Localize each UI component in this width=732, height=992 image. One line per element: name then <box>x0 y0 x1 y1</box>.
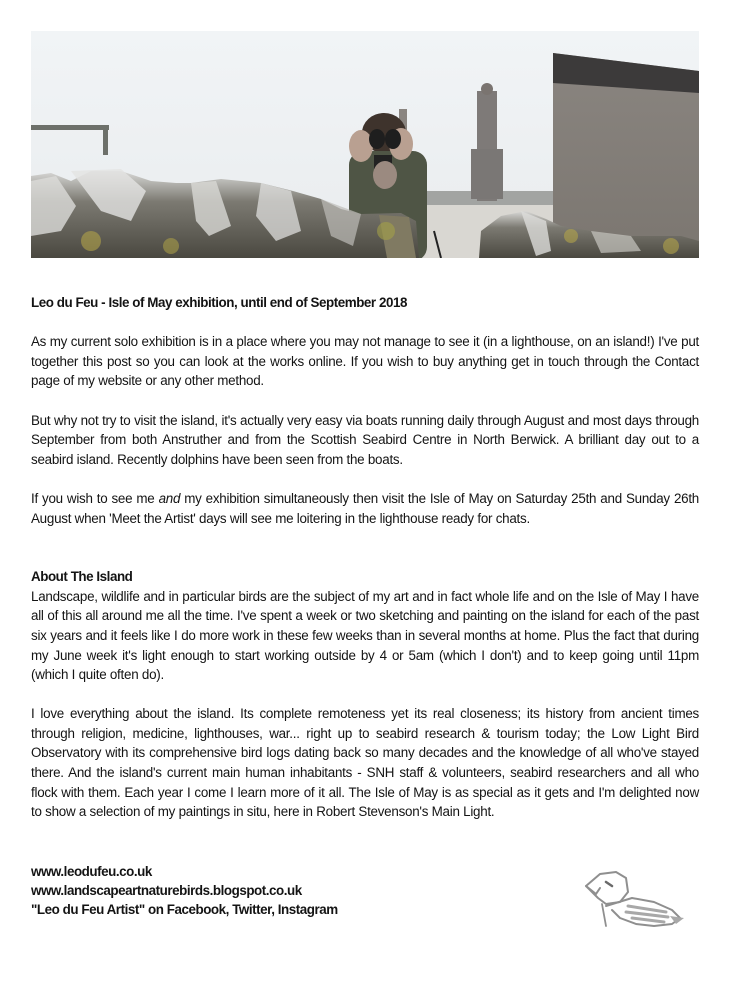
social-media-text: "Leo du Feu Artist" on Facebook, Twitter, Instagram <box>31 901 338 917</box>
puffin-sketch <box>576 864 688 940</box>
about-paragraph-1: Landscape, wildlife and in particular birds are the subject of my art and in fact whole life and on the Isle of May I have all of this all around me all the time. I've spent a week or two sketching and painting on the island for each of the past six years and it feels like I do more work in these few weeks than in several months at home. Plus the fact that during my June week it's light enough to start working outside by 4 or 5am (which I don't) and to keep going until 11pm (which I quite often do). <box>31 588 699 683</box>
meet-text-emphasis: and <box>158 490 181 506</box>
intro-paragraph-2: But why not try to visit the island, it's actually very easy via boats running daily through August and most days through September from both Anstruther and from the Scottish Seabird Centre in North Berwick. A brilliant day out to a seabird island. Recently dolphins have been seen from the boats. <box>31 412 699 467</box>
hero-photo <box>31 31 699 258</box>
photo-image-icon <box>31 31 699 258</box>
meet-text-after: my exhibition simultaneously then visit the Isle of May on Saturday 25th and Sunday 26th August when 'Meet the Artist' days will see me loitering in the lighthouse ready for chats. <box>31 490 700 526</box>
about-heading: About The Island <box>31 569 133 585</box>
intro-paragraph-1: As my current solo exhibition is in a place where you may not manage to see it (in a lighthouse, on an island!) I've put together this post so you can look at the works online. If you wish to buy anything get in touch through the Contact page of my website or any other method. <box>31 334 699 389</box>
puffin-sketch-icon <box>576 864 688 940</box>
meet-the-artist-paragraph <box>31 489 699 528</box>
article <box>31 293 699 919</box>
article-title: Leo du Feu - Isle of May exhibition, until end of September 2018 <box>31 295 407 310</box>
about-paragraph-2: I love everything about the island. Its complete remoteness yet its real closeness; its history from ancient times through religion, medicine, lighthouses, war... right up to seabird research & tourism today; the Low Light Bird Observatory with its comprehensive bird logs dating back so many decades and the knowledge of all who've stayed there. And the island's current main human inhabitants - SNH staff & volunteers, seabird researchers and all who flock with them. Each year I come I learn more of it all. The Isle of May is as special as it gets and I'm delighted now to show a selection of my paintings in situ, here in Robert Stevenson's Main Light. <box>31 706 699 820</box>
website-link[interactable]: www.leodufeu.co.uk <box>31 863 152 879</box>
meet-text-before: If you wish to see me <box>31 490 159 506</box>
blog-link[interactable]: www.landscapeartnaturebirds.blogspot.co.uk <box>31 882 302 898</box>
